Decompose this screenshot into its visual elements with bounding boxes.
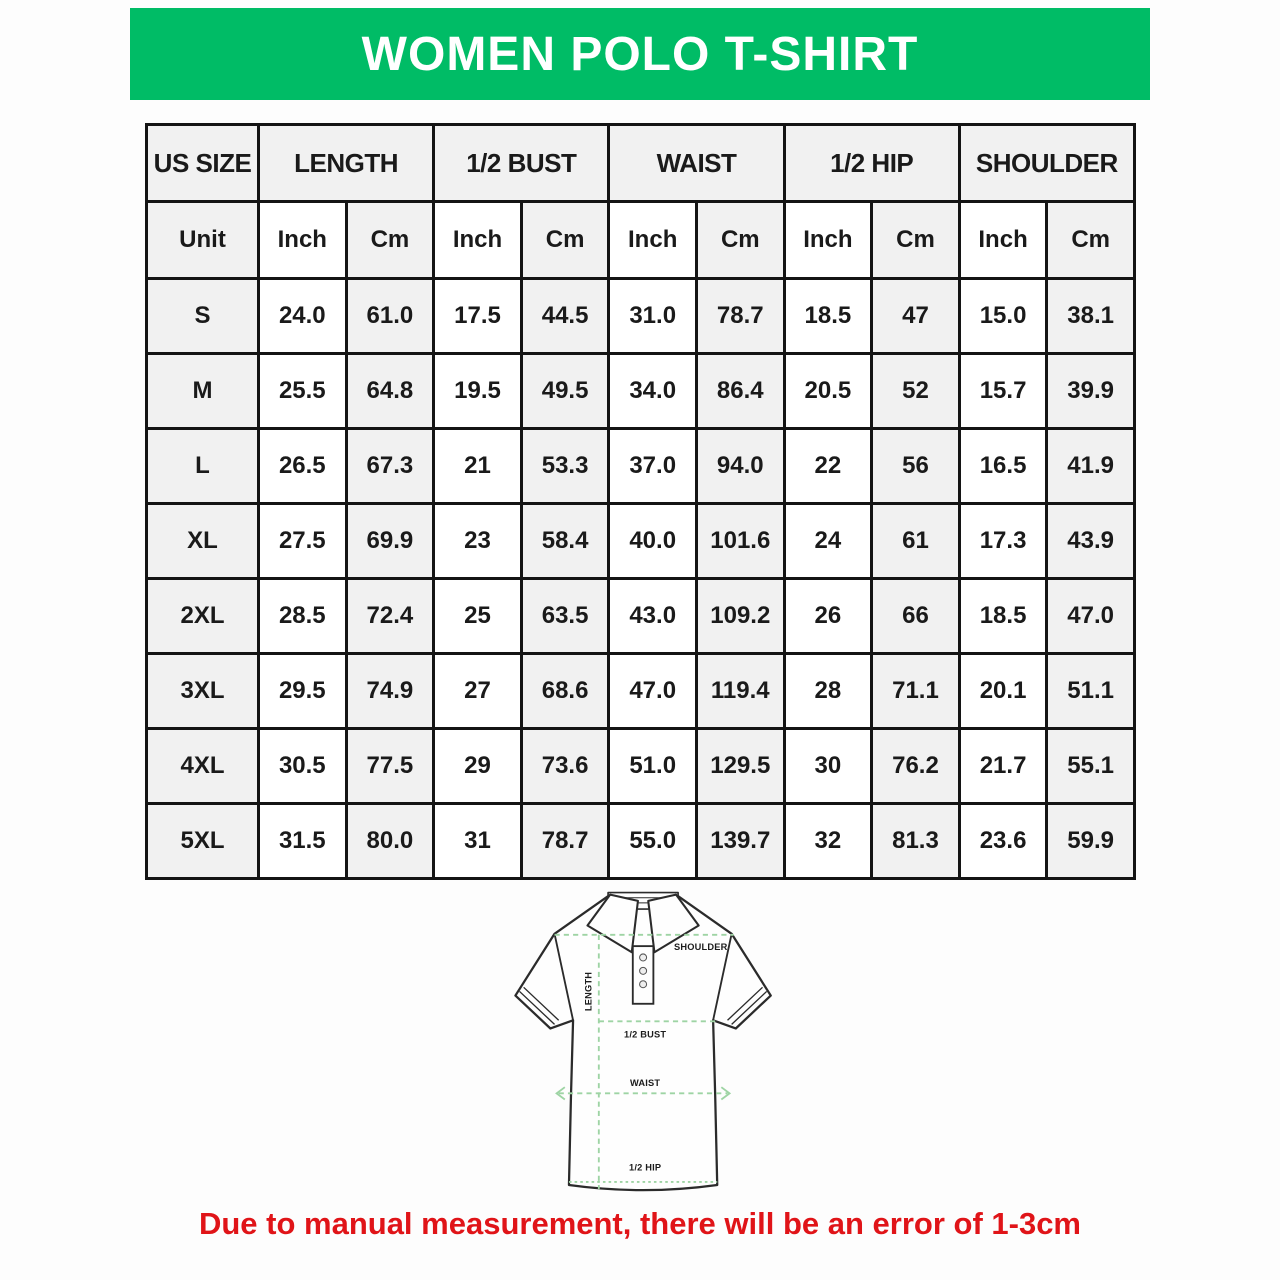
size-row-5xl	[147, 804, 1135, 879]
value-cell: 66	[872, 579, 960, 654]
shirt-body-outline	[515, 895, 770, 1191]
polo-shirt-diagram	[0, 888, 1280, 1206]
size-row-3xl	[147, 654, 1135, 729]
value-cell: 119.4	[696, 654, 784, 729]
value-cell: 76.2	[872, 729, 960, 804]
value-cell: 40.0	[609, 504, 697, 579]
value-cell: 47.0	[1047, 579, 1135, 654]
value-cell: 74.9	[346, 654, 434, 729]
table-unit-row	[147, 202, 1135, 279]
column-group-half-hip: 1/2 HIP	[784, 125, 959, 202]
value-cell: 31.5	[259, 804, 347, 879]
unit-cell: Inch	[259, 202, 347, 279]
value-cell: 56	[872, 429, 960, 504]
value-cell: 17.5	[434, 279, 522, 354]
value-cell: 26.5	[259, 429, 347, 504]
value-cell: 22	[784, 429, 872, 504]
value-cell: 20.5	[784, 354, 872, 429]
value-cell: 25	[434, 579, 522, 654]
value-cell: 67.3	[346, 429, 434, 504]
value-cell: 31	[434, 804, 522, 879]
value-cell: 78.7	[521, 804, 609, 879]
value-cell: 26	[784, 579, 872, 654]
value-cell: 53.3	[521, 429, 609, 504]
size-label-cell: XL	[147, 504, 259, 579]
unit-cell: Cm	[1047, 202, 1135, 279]
table-group-row	[147, 125, 1135, 202]
column-group-waist: WAIST	[609, 125, 784, 202]
value-cell: 81.3	[872, 804, 960, 879]
unit-cell: Inch	[609, 202, 697, 279]
title-banner	[130, 8, 1150, 100]
value-cell: 55.1	[1047, 729, 1135, 804]
value-cell: 129.5	[696, 729, 784, 804]
value-cell: 101.6	[696, 504, 784, 579]
value-cell: 30.5	[259, 729, 347, 804]
value-cell: 24	[784, 504, 872, 579]
value-cell: 68.6	[521, 654, 609, 729]
size-label-cell: M	[147, 354, 259, 429]
value-cell: 64.8	[346, 354, 434, 429]
value-cell: 15.0	[959, 279, 1047, 354]
value-cell: 17.3	[959, 504, 1047, 579]
value-cell: 20.1	[959, 654, 1047, 729]
unit-cell: Cm	[872, 202, 960, 279]
value-cell: 77.5	[346, 729, 434, 804]
unit-cell: Inch	[784, 202, 872, 279]
value-cell: 59.9	[1047, 804, 1135, 879]
value-cell: 139.7	[696, 804, 784, 879]
size-label-cell: 2XL	[147, 579, 259, 654]
column-group-length: LENGTH	[259, 125, 434, 202]
unit-cell: Cm	[696, 202, 784, 279]
value-cell: 27	[434, 654, 522, 729]
size-table-body	[147, 279, 1135, 879]
unit-cell: Cm	[346, 202, 434, 279]
value-cell: 23	[434, 504, 522, 579]
value-cell: 43.0	[609, 579, 697, 654]
unit-cell: Inch	[959, 202, 1047, 279]
measurement-disclaimer: Due to manual measurement, there will be an error of 1-3cm	[198, 1206, 1082, 1241]
placket-buttons	[640, 954, 647, 988]
size-label-cell: 4XL	[147, 729, 259, 804]
value-cell: 51.0	[609, 729, 697, 804]
value-cell: 38.1	[1047, 279, 1135, 354]
value-cell: 18.5	[784, 279, 872, 354]
value-cell: 29.5	[259, 654, 347, 729]
value-cell: 73.6	[521, 729, 609, 804]
value-cell: 37.0	[609, 429, 697, 504]
value-cell: 19.5	[434, 354, 522, 429]
value-cell: 21.7	[959, 729, 1047, 804]
value-cell: 51.1	[1047, 654, 1135, 729]
polo-shirt-drawing	[501, 888, 779, 1204]
value-cell: 30	[784, 729, 872, 804]
value-cell: 23.6	[959, 804, 1047, 879]
value-cell: 49.5	[521, 354, 609, 429]
value-cell: 31.0	[609, 279, 697, 354]
size-label-cell: 3XL	[147, 654, 259, 729]
value-cell: 47	[872, 279, 960, 354]
value-cell: 69.9	[346, 504, 434, 579]
size-label-cell: S	[147, 279, 259, 354]
column-group-us-size: US SIZE	[147, 125, 259, 202]
value-cell: 61	[872, 504, 960, 579]
value-cell: 109.2	[696, 579, 784, 654]
length-label: LENGTH	[583, 971, 594, 1012]
value-cell: 24.0	[259, 279, 347, 354]
column-group-shoulder: SHOULDER	[959, 125, 1134, 202]
unit-cell: Inch	[434, 202, 522, 279]
value-cell: 58.4	[521, 504, 609, 579]
value-cell: 94.0	[696, 429, 784, 504]
half-hip-label: 1/2 HIP	[628, 1162, 662, 1173]
value-cell: 44.5	[521, 279, 609, 354]
page-title: WOMEN POLO T-SHIRT	[361, 27, 919, 81]
value-cell: 71.1	[872, 654, 960, 729]
value-cell: 18.5	[959, 579, 1047, 654]
half-bust-label: 1/2 BUST	[624, 1029, 667, 1040]
value-cell: 25.5	[259, 354, 347, 429]
shoulder-label: SHOULDER	[673, 942, 728, 953]
size-row-xl	[147, 504, 1135, 579]
column-group-half-bust: 1/2 BUST	[434, 125, 609, 202]
size-table	[145, 123, 1136, 880]
value-cell: 41.9	[1047, 429, 1135, 504]
unit-header-cell: Unit	[147, 202, 259, 279]
unit-cell: Cm	[521, 202, 609, 279]
value-cell: 39.9	[1047, 354, 1135, 429]
value-cell: 32	[784, 804, 872, 879]
value-cell: 28.5	[259, 579, 347, 654]
value-cell: 52	[872, 354, 960, 429]
value-cell: 43.9	[1047, 504, 1135, 579]
size-row-s	[147, 279, 1135, 354]
size-row-2xl	[147, 579, 1135, 654]
value-cell: 34.0	[609, 354, 697, 429]
value-cell: 63.5	[521, 579, 609, 654]
size-row-4xl	[147, 729, 1135, 804]
size-label-cell: 5XL	[147, 804, 259, 879]
value-cell: 21	[434, 429, 522, 504]
size-row-m	[147, 354, 1135, 429]
waist-arrow-right	[721, 1087, 729, 1099]
size-row-l	[147, 429, 1135, 504]
value-cell: 28	[784, 654, 872, 729]
value-cell: 15.7	[959, 354, 1047, 429]
waist-label: WAIST	[629, 1078, 661, 1089]
value-cell: 47.0	[609, 654, 697, 729]
value-cell: 16.5	[959, 429, 1047, 504]
value-cell: 72.4	[346, 579, 434, 654]
value-cell: 80.0	[346, 804, 434, 879]
value-cell: 29	[434, 729, 522, 804]
value-cell: 55.0	[609, 804, 697, 879]
value-cell: 27.5	[259, 504, 347, 579]
value-cell: 86.4	[696, 354, 784, 429]
size-label-cell: L	[147, 429, 259, 504]
value-cell: 61.0	[346, 279, 434, 354]
value-cell: 78.7	[696, 279, 784, 354]
